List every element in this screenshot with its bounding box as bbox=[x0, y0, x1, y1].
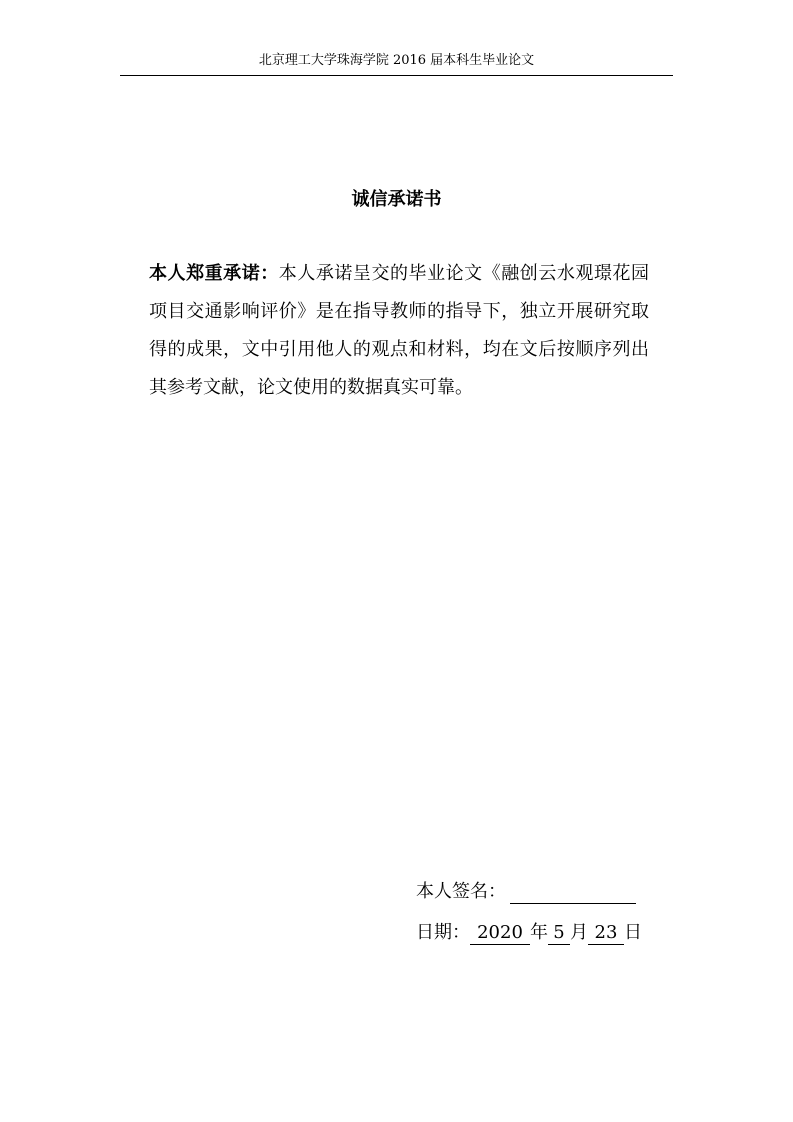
date-row bbox=[416, 921, 642, 945]
signature-field[interactable] bbox=[510, 883, 636, 904]
date-month-unit: 月 bbox=[570, 922, 588, 943]
pledge-body: 本人承诺呈交的毕业论文《融创云水观璟花园项目交通影响评价》是在指导教师的指导下，独立开展研究取得的成果，文中引用他人的观点和材料，均在文后按顺序列出其参考文献，论文使用的数据真实可靠。 bbox=[149, 263, 650, 398]
date-day-unit: 日 bbox=[624, 922, 642, 943]
header-divider bbox=[120, 75, 673, 76]
date-label: 日期： bbox=[416, 922, 470, 943]
signature-row bbox=[416, 880, 636, 904]
page-title: 诚信承诺书 bbox=[351, 189, 442, 210]
date-day-field[interactable]: 23 bbox=[588, 922, 624, 945]
date-month-field[interactable]: 5 bbox=[548, 922, 570, 945]
pledge-paragraph bbox=[149, 255, 649, 407]
pledge-lead: 本人郑重承诺： bbox=[149, 263, 279, 284]
signature-label: 本人签名： bbox=[416, 881, 506, 902]
running-header: 北京理工大学珠海学院 2016 届本科生毕业论文 bbox=[258, 53, 535, 68]
date-year-unit: 年 bbox=[530, 922, 548, 943]
date-year-field[interactable]: 2020 bbox=[470, 922, 530, 945]
